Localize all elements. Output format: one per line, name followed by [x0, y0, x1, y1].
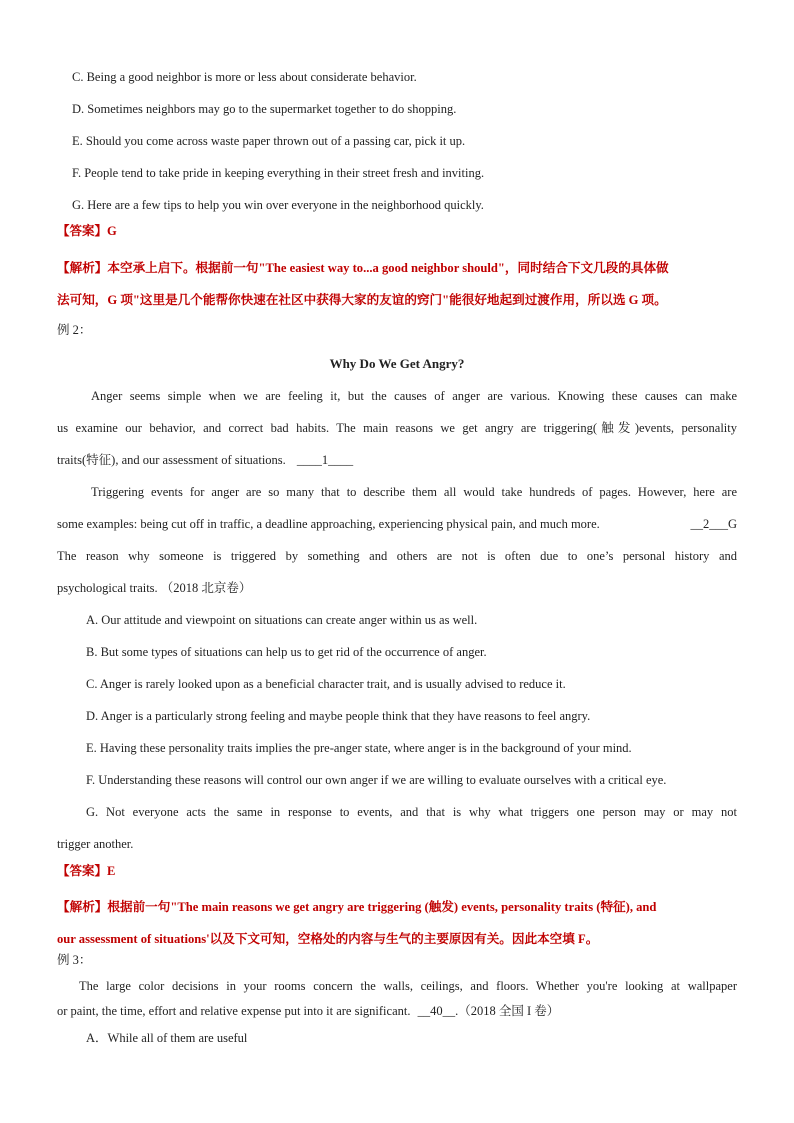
- source-label: .（2018 全国 I 卷）: [455, 1004, 560, 1018]
- option-d: D. Anger is a particularly strong feeling and maybe people think that they have reasons to feel angry.: [86, 709, 591, 723]
- passage-line: us examine our behavior, and correct bad habits. The main reasons we get angry are triggering(触发)events, personality: [57, 421, 737, 435]
- passage-text: traits(特征), and our assessment of situations.: [57, 453, 286, 467]
- option-e: E. Should you come across waste paper thrown out of a passing car, pick it up.: [72, 134, 466, 148]
- blank-40: __40__: [417, 1004, 456, 1018]
- option-d: D. Sometimes neighbors may go to the supermarket together to do shopping.: [72, 102, 457, 116]
- passage-line: [57, 978, 737, 994]
- passage-text: or paint, the time, effort and relative expense put into it are significant.: [57, 1004, 411, 1018]
- passage-line: [57, 484, 737, 500]
- option-a: A．While all of them are useful: [86, 1031, 248, 1045]
- analysis-line: our assessment of situations'以及下文可知，空格处的内容与生气的主要原因有关。因此本空填 F。: [57, 932, 599, 946]
- answer-label: 【答案】E: [57, 864, 116, 878]
- blank-1: ____1____: [296, 453, 354, 467]
- option-f: F. Understanding these reasons will control our own anger if we are willing to evaluate ourselves with a critical eye.: [86, 773, 667, 787]
- passage-line: The reason why someone is triggered by something and others are not is often due to one’s personal history and: [57, 549, 737, 563]
- blank-2: __2___G: [690, 517, 737, 531]
- passage-text: some examples: being cut off in traffic, a deadline approaching, experiencing physical pain, and much more.: [57, 517, 600, 531]
- option-f: F. People tend to take pride in keeping everything in their street fresh and inviting.: [72, 166, 485, 180]
- option-c: C. Anger is rarely looked upon as a beneficial character trait, and is usually advised to reduce it.: [86, 677, 566, 691]
- option-g: G. Here are a few tips to help you win over everyone in the neighborhood quickly.: [72, 198, 484, 212]
- analysis-line: 【解析】根据前一句"The main reasons we get angry are triggering (触发) events, personality traits (特征), and: [57, 900, 657, 914]
- analysis-line: 法可知，G 项"这里是几个能帮你快速在社区中获得大家的友谊的窍门"能很好地起到过渡作用，所以选 G 项。: [57, 293, 667, 307]
- option-e: E. Having these personality traits implies the pre-anger state, where anger is in the background of your mind.: [86, 741, 632, 755]
- passage-line: [57, 452, 353, 468]
- answer-label: 【答案】G: [57, 224, 117, 238]
- passage-text: The large color decisions in your rooms concern the walls, ceilings, and floors. Whether you're looking at wallpaper: [79, 979, 737, 993]
- option-g-continued: trigger another.: [57, 837, 134, 851]
- option-c: C. Being a good neighbor is more or less about considerate behavior.: [72, 70, 417, 84]
- option-b: B. But some types of situations can help us to get rid of the occurrence of anger.: [86, 645, 487, 659]
- passage-line: [57, 516, 737, 532]
- option-g: G. Not everyone acts the same in response to events, and that is why what triggers one person may or may not: [86, 805, 737, 819]
- passage-line: [57, 1003, 559, 1019]
- analysis-line: 【解析】本空承上启下。根据前一句"The easiest way to...a good neighbor should"，同时结合下文几段的具体做: [57, 261, 669, 275]
- passage-line: [57, 388, 737, 404]
- passage-title: Why Do We Get Angry?: [329, 356, 465, 371]
- passage-line: psychological traits. （2018 北京卷）: [57, 581, 252, 595]
- passage-text: Triggering events for anger are so many that to describe them all would take hundreds of pages. However, here are: [91, 485, 737, 499]
- example-label: 例 2：: [57, 323, 92, 337]
- example-label: 例 3：: [57, 953, 92, 967]
- passage-text: Anger seems simple when we are feeling it, but the causes of anger are various. Knowing these causes can make: [91, 389, 737, 403]
- option-a: A. Our attitude and viewpoint on situations can create anger within us as well.: [86, 613, 478, 627]
